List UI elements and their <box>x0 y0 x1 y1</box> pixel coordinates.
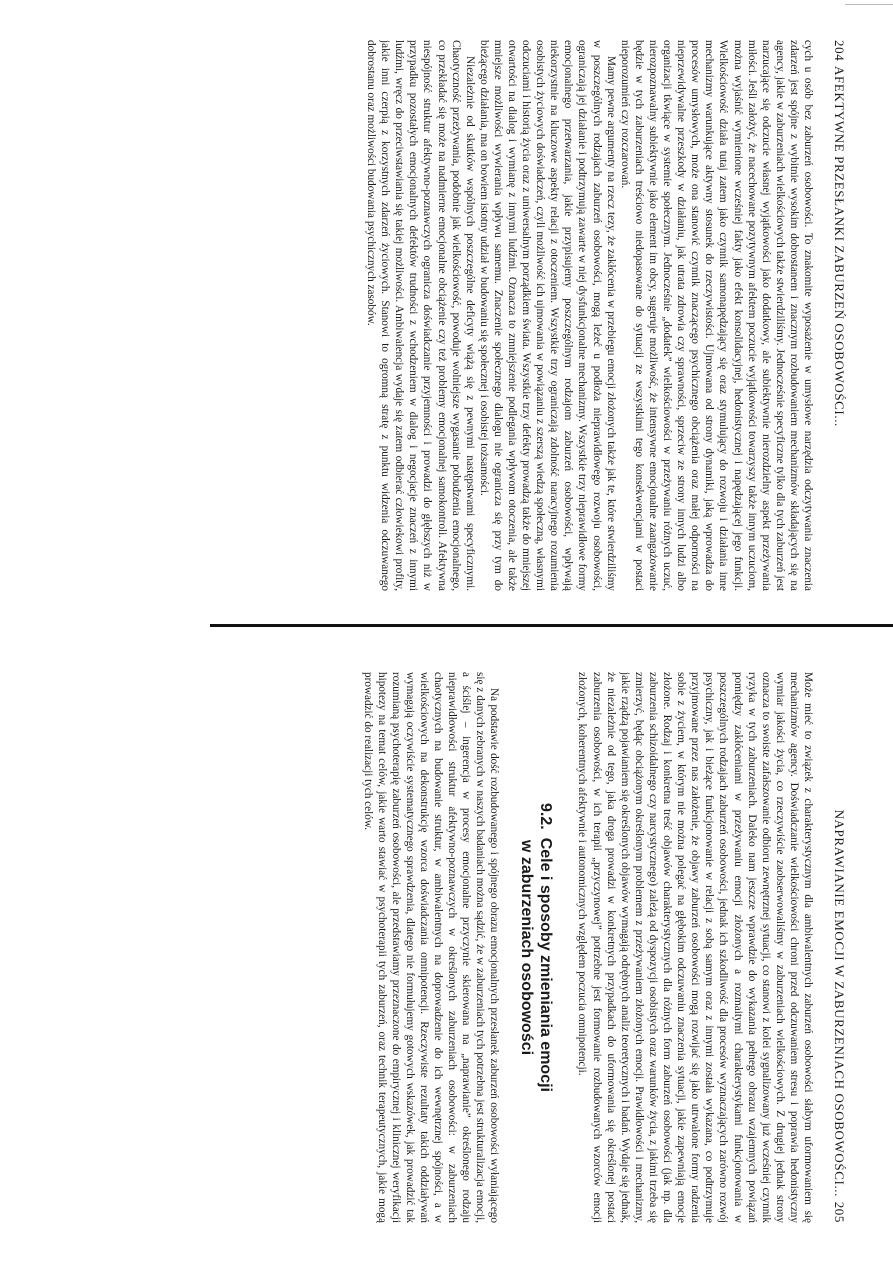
section-heading-line2: w zaburzeniach osobowości <box>518 839 536 1056</box>
paragraph: Mamy pewne argumenty na rzecz tezy, że zakłócenia w przebiegu emocji złożonych także jak te, które stwierdziliśmy w poszczególnych rodzajach zaburzeń osobowości, mogą leżeć u podłoża nieprawidłowego rozwoju osobowości, ograniczają jej działanie i podtrzymują zawarte w niej dysfunkcjonalne mechanizmy. Wszystkie trzy nieprawidłowe formy emocjonalnego przetwarzania, jakie przypisujemy poszczególnym rodzajom zaburzeń osobowości, wpływają niekorzystnie na kluczowe aspekty relacji z otoczeniem. Wszystkie trzy ograniczają zdolność naracyjnego rozumienia osobistych życiowych doświadczeń, czyli możliwość ich ujmowania w powiązaniu z szerszą wiedzą społeczną, własnymi odczuciami i historią życia oraz z uniwersalnym porządkiem świata. Wszystkie trzy defekty prowadzą także do mniejszej otwartości na dialog i wymianę z innymi ludźmi. Oznacza to zmniejszenie podlegania wpływom otoczenia, ale także mniejsze możliwości wywierania wpływu samemu. Znaczenie społecznego dialogu nie ogranicza się przy tym do bieżącego działania, ma on bowiem istotny udział w budowaniu się społecznej i osobistej tożsamości. <box>477 40 617 591</box>
paragraph: cych u osób bez zaburzeń osobowości. To znakomite wyposażenie w umysłowe narzędzia odczytywania znaczenia zdarzeń jest spójne z wybitnie wysokim dobrostanem i znacznym rozbudowaniem mechanizmów składających się na agency, jakie w zaburzeniach wielkościowych także stwierdziliśmy. Jednocześnie specyficzne tylko dla tych zaburzeń jest narzucające się odczucie własnej wyjątkowości jako dodatkowy, ale subiektywnie nierozdzielny aspekt przeżywania miłości. Jeśli założyć, że nacechowane pozytywnym afektem poczucie wyjątkowości towarzyszy także innym uczuciom, można wyjaśnić wymienione wcześniej fakty jako efekt konsolidacyjnej, hedonistycznej i napędzającej jego funkcji. Wielkościowość działa tutaj zatem jako czynnik samonapędzający się oraz stymulujący do rozwoju i działania inne mechanizmy warunkujące aktywny stosunek do rzeczywistości. Ujmowana od strony dynamiki, jaką wprowadza do procesów umysłowych, może ona stanowić czynnik znaczącego psychicznego obciążenia oraz małej odporności na nieprzewidywalne przeszkody w działaniu, jak utrata zdrowia czy sprawności, sprzeciw ze strony innych ludzi albo organizacji tkwiące w systemie społecznym. Jednocześnie „dodatek” wielkościowości w przeżywaniu różnych uczuć, nierozpoznawalny subiektywnie jako element im obcy, sugeruje możliwość, że intensywne emocjonalne zaangażowanie będzie w tych zaburzeniach treściowo niedopasowane do sytuacji ze wszystkimi tego konsekwencjami w postaci nieporozumień czy rozczarowań. <box>618 40 814 591</box>
section-heading-number: 9.2. <box>537 803 555 830</box>
running-head <box>825 672 847 1223</box>
left-page <box>0 0 893 631</box>
running-head-title: NAPRAWIANIE EMOCJI W ZABURZENIACH OSOBOWOŚCI... <box>832 809 847 1197</box>
running-head-title: AFEKTYWNE PRZESŁANKI ZABURZEŃ OSOBOWOŚCI... <box>832 66 847 427</box>
right-page-content <box>0 632 893 1263</box>
paragraph: Niezależnie od skutków wspólnych poszczególne deficyty wiążą się z pewnymi następstwami specyficznymi. Chaotyczność przeżywania, podobnie jak wielkościowość, powoduje wolniejsze wygasanie pobudzenia emocjonalnego, co przekładać się może na nadmierne emocjonalne obciążenie czy też problemy emocjonalnej samokontroli. Afektywna niespójność struktur afektywno-poznawczych ogranicza doświadczanie przyjemności i prowadzi do głębszych niż w przypadku pozostałych emocjonalnych defektów trudności z wchodzeniem w dialog i negocjacje znaczeń z innymi ludźmi, wręcz do przeciwstawiania się takiej możliwości. Ambiwalencja wydaje się zatem odbierać człowiekowi profity, jakie inni czerpią z korzystnych zdarzeń życiowych. Stanowi to ogromną stratę z punktu widzenia odczuwanego dobrostanu oraz możliwości budowania psychicznych zasobów. <box>365 40 476 591</box>
page-number: 205 <box>832 1201 847 1223</box>
body-text <box>20 40 815 591</box>
page-number: 204 <box>832 40 847 62</box>
paragraph: Na podstawie dość rozbudowanego i spójnego obrazu emocjonalnych przesłanek zaburzeń osobowości wyłaniającego się z danych zebranych w naszych badaniach można sądzić, że w zaburzeniach tych potrzebna jest strukturalizacja emocji, a ściślej – ingerencja w procesy emocjonalne przyczynie skierowana na „naprawianie” określonego rodzaju nieprawidłowości struktur afektywno-poznawczych w określonych zaburzeniach osobowości: w zaburzeniach chaotycznych na budowanie struktur, w ambiwalentnych na doprowadzenie do ich wewnętrznej spójności, a w wielkościowych na dekonstrukcję wzorca doświadczania omnipotencji. Rzeczywiste rezultaty takich oddziaływań wymagają oczywiście systematycznego sprawdzenia, dlatego nie formułujemy gotowych wskazówek, jak prowadzić tak rozumianą psychoterapię zaburzeń osobowości, ale przedstawiamy przeznaczone do empirycznej i klinicznej weryfikacji hipotezy na temat celów, jakie warto stawiać w psychoterapii tych zaburzeń, oraz technik terapeutycznych, jakie mogą prowadzić do realizacji tych celów. <box>361 672 501 1223</box>
right-page <box>0 632 893 1263</box>
section-heading-line1: Cele i sposoby zmieniania emocji <box>537 837 555 1092</box>
scan-edge-mark <box>845 4 893 5</box>
section-heading <box>517 672 555 1223</box>
running-head <box>825 40 847 591</box>
body-text <box>20 672 815 1223</box>
gutter-divider <box>210 624 893 627</box>
paragraph: Może mieć to związek z charakterystycznym dla ambiwalentnych zaburzeń osobowości słabym uformowaniem się mechanizmów agency. Doświadczanie wielkościowości chroni przed odczuwaniem stresu i poprawia hedonistyczny wymiar jakości życia, co rzeczywiście zaobserwowaliśmy w zaburzeniach wielkościowych. Z drugiej jednak strony oznacza to swoiste zafałszowanie odbioru zewnętrznej sytuacji, co stanowi z kolei sygnalizowany już wcześniej czynnik ryzyka w tych zaburzeniach. Daleko nam jeszcze wprawdzie do wykazania pełnego obrazu wzajemnych powiązań pomiędzy zakłóceniami w przeżywaniu emocji złożonych a rozmaitymi charakterystykami funkcjonowania w poszczególnych rodzajach zaburzeń osobowości, jednak ich szkodliwość dla procesów wyznaczających zarówno rozwój psychiczny, jak i bieżące funkcjonowanie w relacji z sobą samym oraz z innymi została wykazana, co podtrzymuje przyjmowane przez nas założenie, że objawy zaburzeń osobowości mogą rozwijać się jako utrwalone formy radzenia sobie z życiem, w którym nie można polegać na głębokim odczuwaniu znaczenia sytuacji, jakie zapewniają emocje złożone. Rodzaj i konkretna treść objawów charakterystycznych dla różnych form zaburzeń osobowości (jak np. dla zaburzenia schizoidalnego czy narcystycznego) zależą od dyspozycji osobistych oraz warunków życia, z jakimi trzeba się zmierzyć, będąc obciążonym określonym problemem z przeżywaniem złożonych emocji. Prawidłowości i mechanizmy, jakie rządzą pojawianiem się określonych objawów wymagają odrębnych analiz teoretycznych i badań. Wydaje się jednak, że niezależnie od tego, jaka droga prowadzi w konkretnych przypadkach do uformowania się określonej postaci zaburzenia osobowości, w ich terapii „przyczynowej” potrzebne jest formowanie rozbudowanych wzorców emocji złożonych, koherentnych afektywnie i autonomicznych względem poczucia omnipotencji. <box>576 672 814 1223</box>
left-page-content <box>0 0 893 631</box>
